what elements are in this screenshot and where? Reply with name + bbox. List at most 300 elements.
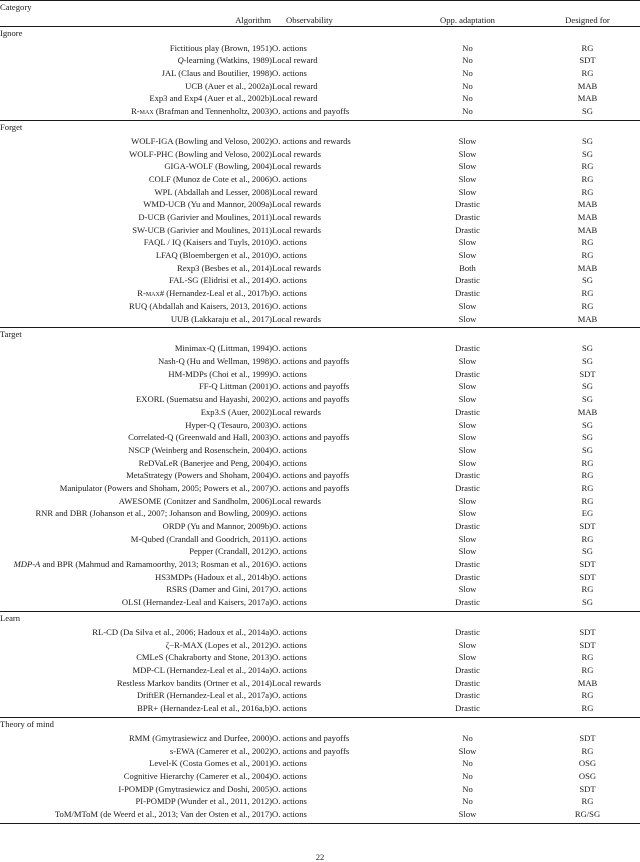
cell-algorithm: ORDP (Yu and Mannor, 2009b) — [162, 521, 272, 531]
cell-algorithm: R-max# (Hernandez-Leal et al., 2017b) — [137, 288, 272, 299]
cell-algorithm: ζ−R-MAX (Lopes et al., 2012) — [165, 639, 272, 650]
cell-designed-for: RG — [581, 300, 594, 311]
cell-algorithm: FAL-SG (Elidrisi et al., 2014) — [169, 275, 272, 286]
column-header-row — [0, 14, 640, 27]
column-header-algorithm: Algorithm — [235, 14, 271, 25]
category-label: Category — [0, 2, 32, 12]
table-row — [0, 393, 640, 406]
cell-algorithm: D-UCB (Garivier and Moulines, 2011) — [138, 212, 272, 222]
cell-designed-for: SG — [582, 444, 593, 455]
cell-algorithm: Rexp3 (Besbes et al., 2014) — [177, 262, 272, 273]
table-row — [0, 211, 640, 224]
table-row — [0, 689, 640, 702]
table-row — [0, 67, 640, 80]
cell-observability: O. actions and payoffs — [272, 394, 350, 405]
cell-designed-for: SDT — [579, 55, 596, 66]
cell-observability: O. actions and payoffs — [272, 482, 350, 493]
table-row — [0, 457, 640, 470]
cell-designed-for: SG — [582, 597, 593, 608]
cell-observability: O. actions — [272, 444, 307, 455]
cell-observability: O. actions — [272, 559, 307, 570]
cell-designed-for: SG — [582, 432, 593, 443]
cell-opp-adaptation: No — [462, 758, 473, 769]
cell-designed-for: MAB — [577, 212, 598, 222]
cell-designed-for: RG — [581, 495, 594, 506]
cell-opp-adaptation: No — [462, 93, 473, 104]
cell-observability: O. actions — [272, 533, 307, 544]
cell-algorithm: RL-CD (Da Silva et al., 2006; Hadoux et al., 2014a) — [92, 627, 272, 637]
cell-opp-adaptation: Drastic — [455, 275, 480, 286]
cell-opp-adaptation: Slow — [458, 508, 477, 519]
table-row — [0, 262, 640, 275]
cell-observability: O. actions — [272, 275, 307, 286]
cell-algorithm: R-max (Brafman and Tennenholtz, 2003) — [131, 106, 272, 116]
table-row — [0, 380, 640, 393]
cell-opp-adaptation: Drastic — [455, 703, 480, 714]
cell-opp-adaptation: No — [462, 771, 473, 782]
category-group-label: Theory of mind — [0, 718, 54, 729]
table-row — [0, 287, 640, 300]
cell-algorithm: Correlated-Q (Greenwald and Hall, 2003) — [128, 432, 272, 443]
cell-algorithm: COLF (Munoz de Cote et al., 2006) — [148, 173, 272, 184]
cell-opp-adaptation: Drastic — [455, 343, 480, 354]
cell-algorithm: Fictitious play (Brown, 1951) — [169, 42, 272, 53]
cell-designed-for: RG — [581, 457, 594, 468]
table-row — [0, 92, 640, 105]
cell-observability: O. actions — [272, 639, 307, 650]
cell-observability: O. actions and payoffs — [272, 470, 350, 481]
cell-designed-for: SG — [582, 394, 593, 405]
cell-observability: O. actions — [272, 368, 307, 379]
cell-designed-for: SG — [582, 419, 593, 430]
table-row — [0, 731, 640, 745]
table-row — [0, 198, 640, 211]
cell-designed-for: RG — [581, 470, 594, 481]
cell-algorithm: LFAQ (Bloembergen et al., 2010) — [155, 250, 272, 261]
cell-observability: O. actions and payoffs — [272, 106, 350, 116]
category-group-label: Target — [0, 329, 22, 340]
cell-observability: Local rewards — [272, 262, 321, 273]
cell-observability: O. actions and payoffs — [272, 356, 350, 367]
table-row — [0, 625, 640, 639]
cell-designed-for: RG — [581, 161, 594, 172]
cell-observability: Local rewards — [272, 212, 321, 222]
table-row — [0, 495, 640, 508]
cell-opp-adaptation: Slow — [458, 356, 477, 367]
table-row — [0, 583, 640, 596]
cell-opp-adaptation: Slow — [458, 313, 477, 324]
cell-observability: O. actions — [272, 419, 307, 430]
cell-opp-adaptation: Drastic — [455, 627, 480, 637]
cell-opp-adaptation: Slow — [458, 186, 477, 197]
cell-observability: O. actions — [272, 571, 307, 582]
cell-algorithm: NSCP (Weinberg and Rosenschein, 2004) — [128, 444, 272, 455]
table-body — [0, 1, 640, 824]
table-row — [0, 808, 640, 823]
cell-opp-adaptation: Slow — [458, 161, 477, 172]
cell-algorithm: MDP-CL (Hernandez-Leal et al., 2014a) — [132, 665, 272, 676]
cell-observability: O. actions — [272, 665, 307, 676]
table-row — [0, 507, 640, 520]
cell-observability: O. actions — [272, 783, 307, 794]
cell-observability: O. actions — [272, 300, 307, 311]
cell-observability: O. actions — [272, 627, 307, 637]
table-row — [0, 406, 640, 419]
cell-opp-adaptation: No — [462, 80, 473, 91]
cell-observability: O. actions and rewards — [272, 135, 351, 146]
cell-observability: Local reward — [272, 80, 318, 91]
cell-designed-for: MAB — [577, 199, 598, 210]
cell-algorithm: OLSI (Hernandez-Leal and Kaisers, 2017a) — [121, 597, 272, 608]
cell-opp-adaptation: Drastic — [455, 199, 480, 210]
category-group-label: Forget — [0, 121, 23, 132]
column-header-observability: Observability — [286, 14, 333, 25]
cell-algorithm: RUQ (Abdallah and Kaisers, 2013, 2016) — [129, 300, 272, 311]
cell-algorithm: FAQL / IQ (Kaisers and Tuyls, 2010) — [143, 237, 272, 248]
cell-designed-for: SG — [582, 135, 593, 146]
table-row — [0, 545, 640, 558]
cell-algorithm: WOLF-PHC (Bowling and Veloso, 2002) — [129, 148, 272, 159]
cell-designed-for: SDT — [579, 639, 596, 650]
cell-opp-adaptation: Slow — [458, 745, 477, 756]
cell-designed-for: RG — [581, 745, 594, 756]
table-row — [0, 757, 640, 770]
cell-algorithm: Restless Markov bandits (Ortner et al., 2014) — [116, 677, 272, 688]
cell-algorithm: MDP-A and BPR (Mahmud and Ramamoorthy, 2013; Rosman et al., 2016) — [13, 559, 272, 570]
cell-designed-for: RG — [581, 237, 594, 248]
cell-observability: O. actions — [272, 42, 307, 53]
cell-observability: O. actions — [272, 508, 307, 519]
cell-opp-adaptation: Drastic — [455, 288, 480, 299]
cell-designed-for: RG — [581, 288, 594, 299]
table-row — [0, 770, 640, 783]
cell-observability: Local rewards — [272, 148, 321, 159]
cell-designed-for: RG — [581, 703, 594, 714]
cell-designed-for: RG — [581, 533, 594, 544]
column-header-designed-for: Designed for — [565, 14, 610, 25]
cell-algorithm: FF-Q Littman (2001) — [198, 381, 272, 392]
cell-opp-adaptation: No — [462, 42, 473, 53]
cell-algorithm: ToM/MToM (de Weerd et al., 2013; Van der Osten et al., 2017) — [54, 809, 272, 820]
cell-algorithm: Pepper (Crandall, 2012) — [189, 546, 272, 557]
category-group-row — [0, 27, 640, 40]
cell-observability: O. actions — [272, 771, 307, 782]
cell-opp-adaptation: Drastic — [455, 406, 480, 417]
cell-designed-for: RG — [581, 186, 594, 197]
cell-observability: O. actions — [272, 652, 307, 663]
cell-opp-adaptation: Drastic — [455, 597, 480, 608]
cell-designed-for: RG/SG — [574, 809, 601, 820]
cell-observability: Local rewards — [272, 495, 321, 506]
cell-designed-for: SDT — [579, 559, 596, 570]
cell-designed-for: RG — [581, 173, 594, 184]
cell-observability: O. actions — [272, 758, 307, 769]
cell-algorithm: Q-learning (Watkins, 1989) — [177, 55, 272, 66]
table-row — [0, 80, 640, 93]
cell-designed-for: RG — [581, 584, 594, 595]
cell-opp-adaptation: Slow — [458, 584, 477, 595]
cell-observability: Local rewards — [272, 161, 321, 172]
cell-observability: O. actions — [272, 796, 307, 807]
cell-opp-adaptation: Drastic — [455, 677, 480, 688]
cell-observability: O. actions — [272, 690, 307, 701]
cell-observability: O. actions — [272, 173, 307, 184]
cell-observability: Local rewards — [272, 199, 321, 210]
cell-algorithm: JAL (Claus and Boutilier, 1998) — [161, 67, 272, 78]
cell-algorithm: RMM (Gmytrasiewicz and Durfee, 2000) — [129, 733, 272, 743]
cell-opp-adaptation: Slow — [458, 173, 477, 184]
cell-opp-adaptation: Slow — [458, 652, 477, 663]
cell-opp-adaptation: No — [462, 67, 473, 78]
cell-opp-adaptation: Slow — [458, 546, 477, 557]
cell-opp-adaptation: Slow — [458, 639, 477, 650]
cell-opp-adaptation: Slow — [458, 432, 477, 443]
cell-algorithm: CMLeS (Chakraborty and Stone, 2013) — [136, 652, 272, 663]
cell-observability: O. actions — [272, 237, 307, 248]
cell-designed-for: SG — [582, 275, 593, 286]
cell-observability: Local rewards — [272, 224, 321, 235]
category-group-row — [0, 121, 640, 134]
cell-designed-for: OSG — [578, 758, 597, 769]
cell-designed-for: MAB — [577, 406, 598, 417]
cell-designed-for: RG — [581, 67, 594, 78]
table-row — [0, 224, 640, 237]
table-row — [0, 148, 640, 161]
cell-observability: Local rewards — [272, 677, 321, 688]
cell-observability: O. actions — [272, 597, 307, 608]
cell-opp-adaptation: Slow — [458, 444, 477, 455]
cell-algorithm: UCB (Auer et al., 2002a) — [185, 80, 272, 91]
cell-observability: Local reward — [272, 93, 318, 104]
cell-opp-adaptation: Drastic — [455, 665, 480, 676]
category-group-row — [0, 718, 640, 731]
cell-opp-adaptation: No — [462, 796, 473, 807]
cell-opp-adaptation: Drastic — [455, 482, 480, 493]
cell-opp-adaptation: Drastic — [455, 212, 480, 222]
cell-observability: O. actions — [272, 250, 307, 261]
cell-algorithm: Nash-Q (Hu and Wellman, 1998) — [158, 356, 272, 367]
table-row — [0, 702, 640, 717]
table-row — [0, 533, 640, 546]
category-group-label: Learn — [0, 612, 21, 623]
cell-algorithm: WPL (Abdallah and Lesser, 2008) — [154, 186, 272, 197]
table-row — [0, 639, 640, 652]
cell-opp-adaptation: Slow — [458, 135, 477, 146]
cell-algorithm: Cognitive Hierarchy (Camerer et al., 2004) — [123, 771, 272, 782]
table-row — [0, 431, 640, 444]
table-row — [0, 571, 640, 584]
table-row — [0, 783, 640, 796]
cell-designed-for: OSG — [578, 771, 597, 782]
table-row — [0, 355, 640, 368]
cell-designed-for: MAB — [577, 262, 598, 273]
category-header-row — [0, 1, 640, 14]
cell-algorithm: RNR and DBR (Johanson et al., 2007; Johanson and Bowling, 2009) — [35, 508, 272, 519]
cell-observability: Local rewards — [272, 313, 321, 324]
cell-opp-adaptation: Both — [459, 262, 476, 273]
table-row — [0, 313, 640, 328]
cell-opp-adaptation: Drastic — [455, 470, 480, 481]
cell-designed-for: SG — [582, 106, 593, 116]
cell-opp-adaptation: Slow — [458, 533, 477, 544]
cell-designed-for: MAB — [577, 80, 598, 91]
cell-observability: O. actions — [272, 67, 307, 78]
table-row — [0, 173, 640, 186]
cell-observability: O. actions — [272, 584, 307, 595]
table-row — [0, 160, 640, 173]
cell-algorithm: Hyper-Q (Tesauro, 2003) — [185, 419, 272, 430]
table-row — [0, 419, 640, 432]
table-row — [0, 745, 640, 758]
cell-opp-adaptation: Slow — [458, 419, 477, 430]
cell-algorithm: BPR+ (Hernandez-Leal et al., 2016a,b) — [137, 703, 272, 714]
cell-opp-adaptation: Slow — [458, 237, 477, 248]
cell-algorithm: HS3MDPs (Hadoux et al., 2014b) — [155, 571, 272, 582]
table-row — [0, 795, 640, 808]
cell-opp-adaptation: Drastic — [455, 559, 480, 570]
cell-opp-adaptation: No — [462, 783, 473, 794]
cell-observability: O. actions — [272, 521, 307, 531]
cell-algorithm: WMD-UCB (Yu and Mannor, 2009a) — [143, 199, 272, 210]
cell-designed-for: SDT — [579, 571, 596, 582]
table-row — [0, 54, 640, 67]
cell-algorithm: Level-K (Costa Gomes et al., 2001) — [149, 758, 272, 769]
cell-algorithm: UUB (Lakkaraju et al., 2017) — [170, 313, 272, 324]
cell-algorithm: DriftER (Hernandez-Leal et al., 2017a) — [136, 690, 272, 701]
cell-algorithm: WOLF-IGA (Bowling and Veloso, 2002) — [131, 135, 272, 146]
cell-algorithm: M-Qubed (Crandall and Goodrich, 2011) — [130, 533, 272, 544]
table-row — [0, 558, 640, 571]
cell-algorithm: EXORL (Suematsu and Hayashi, 2002) — [136, 394, 272, 405]
cell-observability: O. actions and payoffs — [272, 733, 350, 743]
table-row — [0, 105, 640, 120]
cell-opp-adaptation: Drastic — [455, 690, 480, 701]
table-row — [0, 274, 640, 287]
table-row — [0, 368, 640, 381]
cell-observability: O. actions — [272, 288, 307, 299]
cell-observability: O. actions — [272, 457, 307, 468]
table-row — [0, 664, 640, 677]
cell-opp-adaptation: Slow — [458, 394, 477, 405]
cell-algorithm: Exp3.S (Auer, 2002) — [200, 406, 272, 417]
table-row — [0, 236, 640, 249]
cell-designed-for: SDT — [579, 783, 596, 794]
cell-designed-for: MAB — [577, 224, 598, 235]
cell-opp-adaptation: No — [462, 55, 473, 66]
cell-algorithm: Manipulator (Powers and Shoham, 2005; Powers et al., 2007) — [59, 482, 272, 493]
cell-opp-adaptation: Drastic — [455, 224, 480, 235]
cell-algorithm: I-POMDP (Gmytrasiewicz and Doshi, 2005) — [118, 783, 272, 794]
cell-algorithm: Exp3 and Exp4 (Auer et al., 2002b) — [149, 93, 272, 104]
cell-algorithm: SW-UCB (Garivier and Moulines, 2011) — [132, 224, 272, 235]
cell-observability: O. actions and payoffs — [272, 745, 350, 756]
table-row — [0, 341, 640, 355]
table-row — [0, 651, 640, 664]
cell-algorithm: GIGA-WOLF (Bowling, 2004) — [164, 161, 272, 172]
cell-opp-adaptation: Slow — [458, 809, 477, 820]
cell-algorithm: RSRS (Damer and Gini, 2017) — [166, 584, 272, 595]
cell-designed-for: MAB — [577, 313, 598, 324]
cell-designed-for: RG — [581, 652, 594, 663]
table-row — [0, 133, 640, 147]
cell-designed-for: RG — [581, 690, 594, 701]
category-group-row — [0, 328, 640, 341]
cell-algorithm: s-EWA (Camerer et al., 2002) — [169, 745, 272, 756]
cell-algorithm: PI-POMDP (Wunder et al., 2011, 2012) — [135, 796, 272, 807]
table-row — [0, 300, 640, 313]
cell-algorithm: MetaStrategy (Powers and Shoham, 2004) — [126, 470, 272, 481]
cell-observability: Local reward — [272, 55, 318, 66]
cell-designed-for: SG — [582, 381, 593, 392]
table-bottom-rule — [0, 823, 640, 824]
cell-opp-adaptation: Drastic — [455, 521, 480, 531]
cell-designed-for: EG — [581, 508, 594, 519]
table-row — [0, 482, 640, 495]
table-row — [0, 596, 640, 611]
cell-designed-for: SG — [582, 148, 593, 159]
table-row — [0, 249, 640, 262]
cell-algorithm: AWESOME (Conitzer and Sandholm, 2006) — [118, 495, 272, 506]
cell-observability: O. actions — [272, 546, 307, 557]
cell-observability: O. actions — [272, 343, 307, 354]
page-folio: 22 — [315, 852, 325, 862]
cell-opp-adaptation: Slow — [458, 495, 477, 506]
table-row — [0, 40, 640, 54]
cell-algorithm: Minimax-Q (Littman, 1994) — [174, 343, 272, 354]
column-header-opp-adaptation: Opp. adaptation — [440, 14, 495, 25]
cell-designed-for: RG — [581, 250, 594, 261]
cell-observability: O. actions and payoffs — [272, 432, 350, 443]
cell-designed-for: SG — [582, 356, 593, 367]
horizontal-rule — [0, 823, 640, 824]
cell-designed-for: RG — [581, 42, 594, 53]
cell-designed-for: SDT — [579, 733, 596, 743]
cell-opp-adaptation: No — [462, 733, 473, 743]
cell-designed-for: SDT — [579, 627, 596, 637]
cell-observability: Local reward — [272, 186, 318, 197]
cell-algorithm: HM-MDPs (Choi et al., 1999) — [168, 368, 272, 379]
cell-designed-for: RG — [581, 665, 594, 676]
cell-designed-for: SDT — [579, 521, 596, 531]
cell-designed-for: MAB — [577, 677, 598, 688]
cell-observability: O. actions — [272, 703, 307, 714]
cell-opp-adaptation: Drastic — [455, 368, 480, 379]
table-row — [0, 469, 640, 482]
cell-opp-adaptation: Slow — [458, 148, 477, 159]
cell-opp-adaptation: Slow — [458, 457, 477, 468]
cell-observability: O. actions — [272, 809, 307, 820]
cell-opp-adaptation: No — [462, 106, 473, 116]
cell-designed-for: SG — [582, 546, 593, 557]
table-row — [0, 186, 640, 199]
table-row — [0, 677, 640, 690]
cell-designed-for: SG — [582, 343, 593, 354]
cell-opp-adaptation: Drastic — [455, 571, 480, 582]
table-row — [0, 520, 640, 533]
category-group-label: Ignore — [0, 28, 23, 39]
cell-opp-adaptation: Slow — [458, 300, 477, 311]
cell-opp-adaptation: Slow — [458, 381, 477, 392]
cell-opp-adaptation: Slow — [458, 250, 477, 261]
cell-observability: O. actions and payoffs — [272, 381, 350, 392]
category-group-row — [0, 612, 640, 625]
cell-designed-for: RG — [581, 482, 594, 493]
cell-designed-for: SDT — [579, 368, 596, 379]
cell-designed-for: RG — [581, 796, 594, 807]
cell-observability: Local rewards — [272, 406, 321, 417]
table-row — [0, 444, 640, 457]
cell-algorithm: ReDVaLeR (Banerjee and Peng, 2004) — [138, 457, 272, 468]
